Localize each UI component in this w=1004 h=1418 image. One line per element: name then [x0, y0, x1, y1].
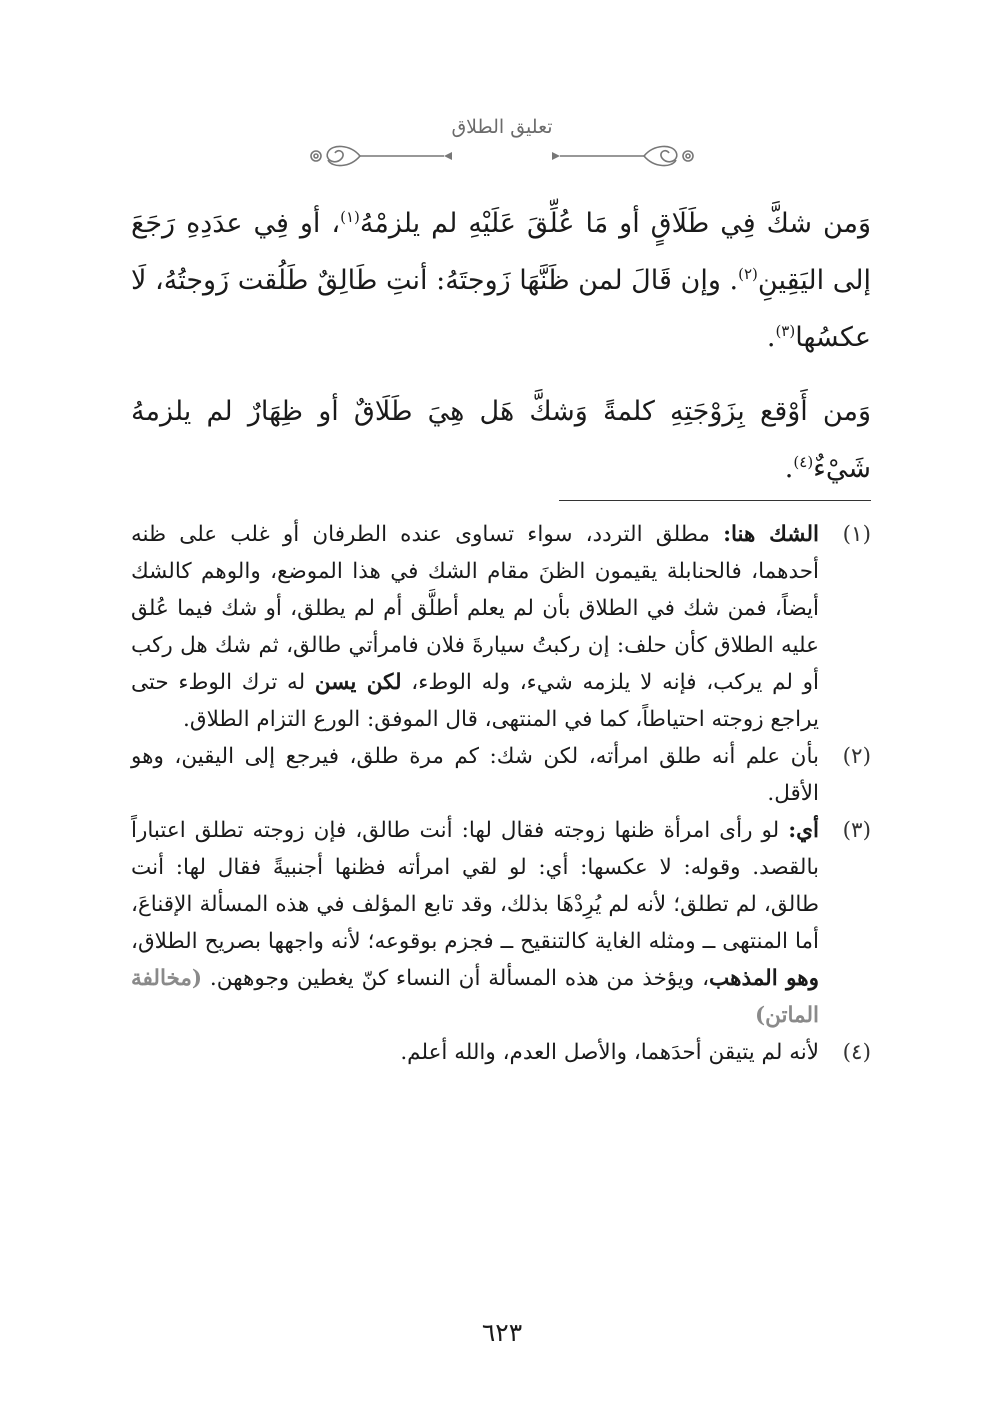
main-paragraph: وَمن أَوْقع بِزَوْجَتِهِ كلمةً وَشكَّ هَل هِيَ طَلَاقٌ أو ظِهَارٌ لم يلزمهُ شَيْءٌ$^{(٤)}$.	[131, 396, 871, 484]
footnote-number: (٤)	[842, 1040, 871, 1065]
running-header	[0, 112, 1004, 172]
footnote: (١) الشك هنا: مطلق التردد، سواء تساوى عنده الطرفان أو غلب على ظنه أحدهما، فالحنابلة يقيمون الظنَ مقام الشك في هذا الموضع، والوهم كالشك أيضاً، فمن شك في الطلاق بأن لم يعلم أطلَّق أم لم يطلق، أو شك فيما عُلق عليه الطلاق كأن حلف: إن ركبتُ سيارةَ فلان فامرأتي طالق، ثم شك هل ركب أو لم يركب، فإنه لا يلزمه شيء، وله الوطء، لكن يسن له ترك الوطء حتى يراجع زوجته احتياطاً، كما في المنتهى، قال الموفق: الورع التزام الطلاق.	[131, 516, 871, 738]
main-paragraph: وَمن شكَّ فِي طَلَاقٍ أو مَا عُلِّقَ عَلَيْهِ لم يلزمْهُ$^{(١)}$، أو فِي عدَدِهِ رَجَعَ إلى اليَقِينِ$^{(٢)}$. وإن قَالَ لمن ظَنَّهَا زَوجتَهُ: أنتِ طَالِقٌ طَلُقت زَوجتُهُ، لَا عكسُها$^{(٣)}$.	[131, 208, 871, 353]
editor-note: (مخالفة الماتن)	[131, 966, 819, 1028]
ornament-divider-icon	[302, 138, 702, 174]
footnote: (٤) لأنه لم يتيقن أحدَهما، والأصل العدم، والله أعلم.	[131, 1034, 871, 1071]
footnote-ref[interactable]: (٤)	[793, 453, 814, 471]
footnote-ref[interactable]: (١)	[340, 208, 360, 226]
footnote-number: (٢)	[842, 744, 871, 769]
footnote-separator	[559, 500, 871, 501]
footnote-number: (١)	[842, 522, 871, 547]
footnotes	[131, 516, 871, 1071]
footnote-number: (٣)	[842, 818, 871, 843]
main-text	[131, 192, 871, 518]
footnote-ref[interactable]: (٢)	[738, 265, 758, 283]
footnote: (٣) أي: لو رأى امرأة ظنها زوجته فقال لها: أنت طالق، فإن زوجته تطلق اعتباراً بالقصد. وقوله: لا عكسها: أي: لو لقي امرأته فظنها أجنبيةً فقال لها: أنت طالق، لم تطلق؛ لأنه لم يُرِدْهَا بذلك، وقد تابع المؤلف في هذه المسألة الإقناعَ، أما المنتهى ــ ومثله الغاية كالتنقيح ــ فجزم بوقوعه؛ لأنه واجهها بصريح الطلاق، وهو المذهب، ويؤخذ من هذه المسألة أن النساء كنّ يغطين وجوههن. (مخالفة الماتن)	[131, 812, 871, 1034]
footnote-ref[interactable]: (٣)	[775, 322, 796, 340]
footnote: (٢) بأن علم أنه طلق امرأته، لكن شك: كم مرة طلق، فيرجع إلى اليقين، وهو الأقل.	[131, 738, 871, 812]
header-title: تعليق الطلاق	[451, 116, 553, 138]
page-number: ٦٢٣	[481, 1318, 523, 1347]
